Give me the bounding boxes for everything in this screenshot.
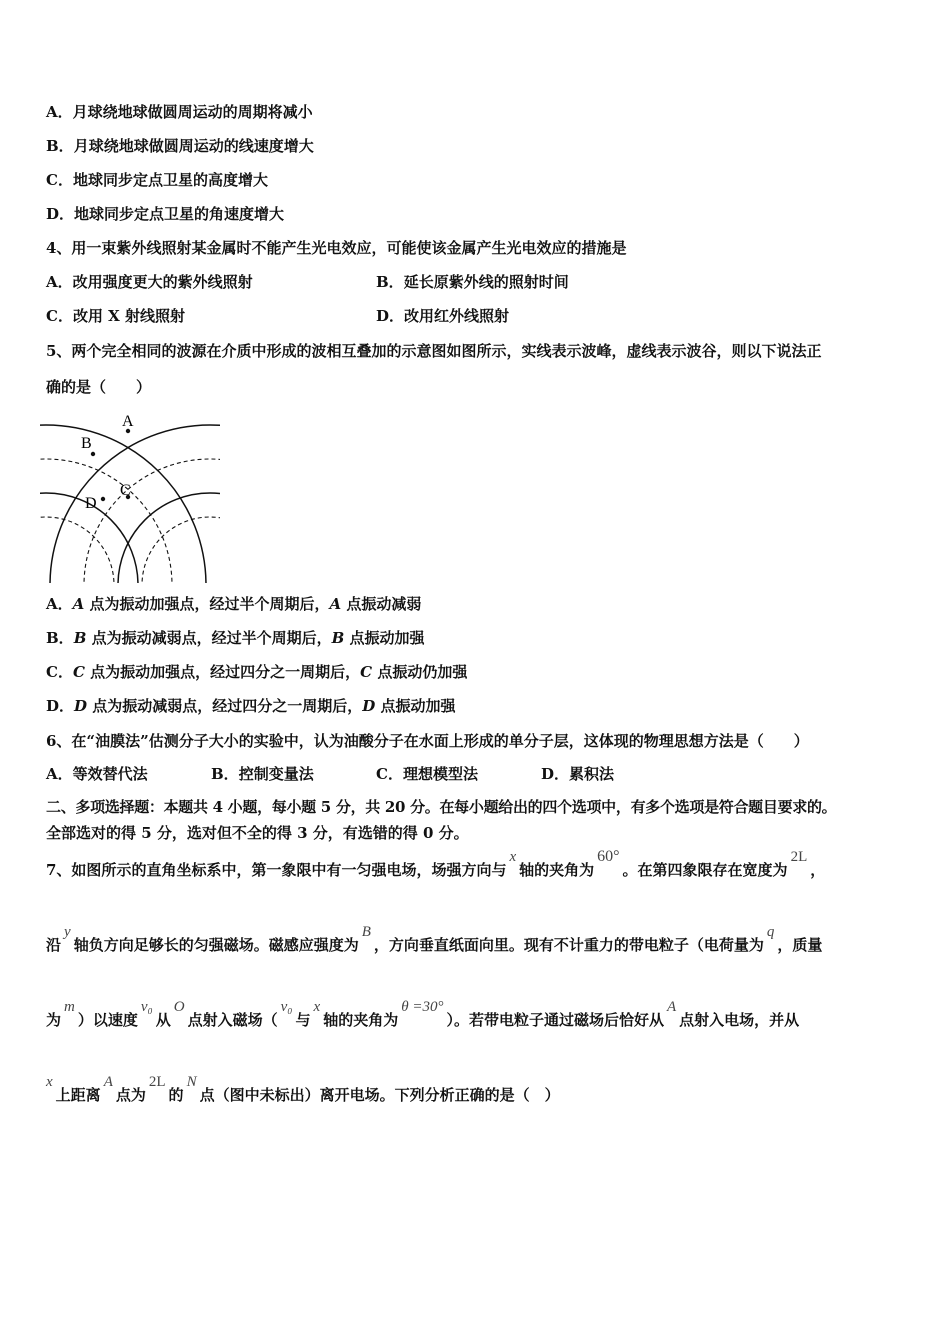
q6-option-d: D．累积法 bbox=[541, 765, 615, 783]
q3-option-c: C．地球同步定点卫星的高度增大 bbox=[46, 171, 268, 189]
q5-option-b: B．B 点为振动减弱点，经过半个周期后，B 点振动加强 bbox=[46, 629, 425, 647]
crest-arc-right-outer bbox=[40, 425, 206, 583]
label-d: D bbox=[85, 495, 97, 512]
q5-stem-line1: 5、两个完全相同的波源在介质中形成的波相互叠加的示意图如图所示，实线表示波峰，虚线表示波谷，则以下说法正 bbox=[46, 342, 822, 360]
q5-option-d: D．D 点为振动减弱点，经过四分之一周期后，D 点振动加强 bbox=[46, 697, 456, 715]
section2-line2: 全部选对的得 5 分，选对但不全的得 3 分，有选错的得 0 分。 bbox=[46, 824, 469, 842]
q7-line3: 为m）以速度v₀从O点射入磁场（v₀与x轴的夹角为θ =30°）。若带电粒子通过磁场后恰好从A点射入电场，并从 bbox=[46, 999, 800, 1029]
q4-option-d: D．改用红外线照射 bbox=[376, 307, 510, 325]
trough-arc-left-inner bbox=[142, 517, 220, 583]
q7-line1: 7、如图所示的直角坐标系中，第一象限中有一匀强电场，场强方向与x轴的夹角为60°。在第四象限存在宽度为2L， bbox=[46, 848, 826, 879]
label-c: C bbox=[120, 482, 131, 499]
q5-option-c: C．C 点为振动加强点，经过四分之一周期后，C 点振动仍加强 bbox=[46, 663, 468, 681]
q5-option-a: A．A 点为振动加强点，经过半个周期后，A 点振动减弱 bbox=[46, 595, 422, 613]
trough-arc-right-outer bbox=[40, 459, 172, 583]
q4-option-c: C．改用 X 射线照射 bbox=[46, 307, 186, 325]
point-d-dot bbox=[101, 497, 105, 501]
q6-option-c: C．理想模型法 bbox=[376, 765, 478, 783]
wave-interference-figure bbox=[40, 405, 220, 583]
q5-stem-line2: 确的是（ ） bbox=[46, 378, 152, 396]
q3-option-d: D．地球同步定点卫星的角速度增大 bbox=[46, 205, 285, 223]
q7-line2: 沿y轴负方向足够长的匀强磁场。磁感应强度为B，方向垂直纸面向里。现有不计重力的带电粒子（电荷量为q，质量 bbox=[46, 924, 823, 954]
section2-line1: 二、多项选择题：本题共 4 小题，每小题 5 分，共 20 分。在每小题给出的四个选项中，有多个选项是符合题目要求的。 bbox=[46, 798, 837, 816]
q4-stem: 4、用一束紫外线照射某金属时不能产生光电效应，可能使该金属产生光电效应的措施是 bbox=[46, 239, 627, 257]
label-a: A bbox=[122, 413, 134, 430]
point-b-dot bbox=[91, 452, 95, 456]
q7-line4: x上距离A点为2L的N点（图中未标出）离开电场。下列分析正确的是（ ） bbox=[46, 1074, 560, 1104]
label-b: B bbox=[81, 435, 92, 452]
q6-option-b: B．控制变量法 bbox=[211, 765, 314, 783]
q3-option-a: A．月球绕地球做圆周运动的周期将减小 bbox=[46, 103, 313, 121]
q6-option-a: A．等效替代法 bbox=[46, 765, 148, 783]
q3-option-b: B．月球绕地球做圆周运动的线速度增大 bbox=[46, 137, 314, 155]
trough-arc-left-outer bbox=[84, 459, 220, 583]
q6-stem: 6、在“油膜法”估测分子大小的实验中，认为油酸分子在水面上形成的单分子层，这体现的物理思想方法是（ ） bbox=[46, 732, 809, 750]
q4-option-b: B．延长原紫外线的照射时间 bbox=[376, 273, 569, 291]
q4-option-a: A．改用强度更大的紫外线照射 bbox=[46, 273, 253, 291]
